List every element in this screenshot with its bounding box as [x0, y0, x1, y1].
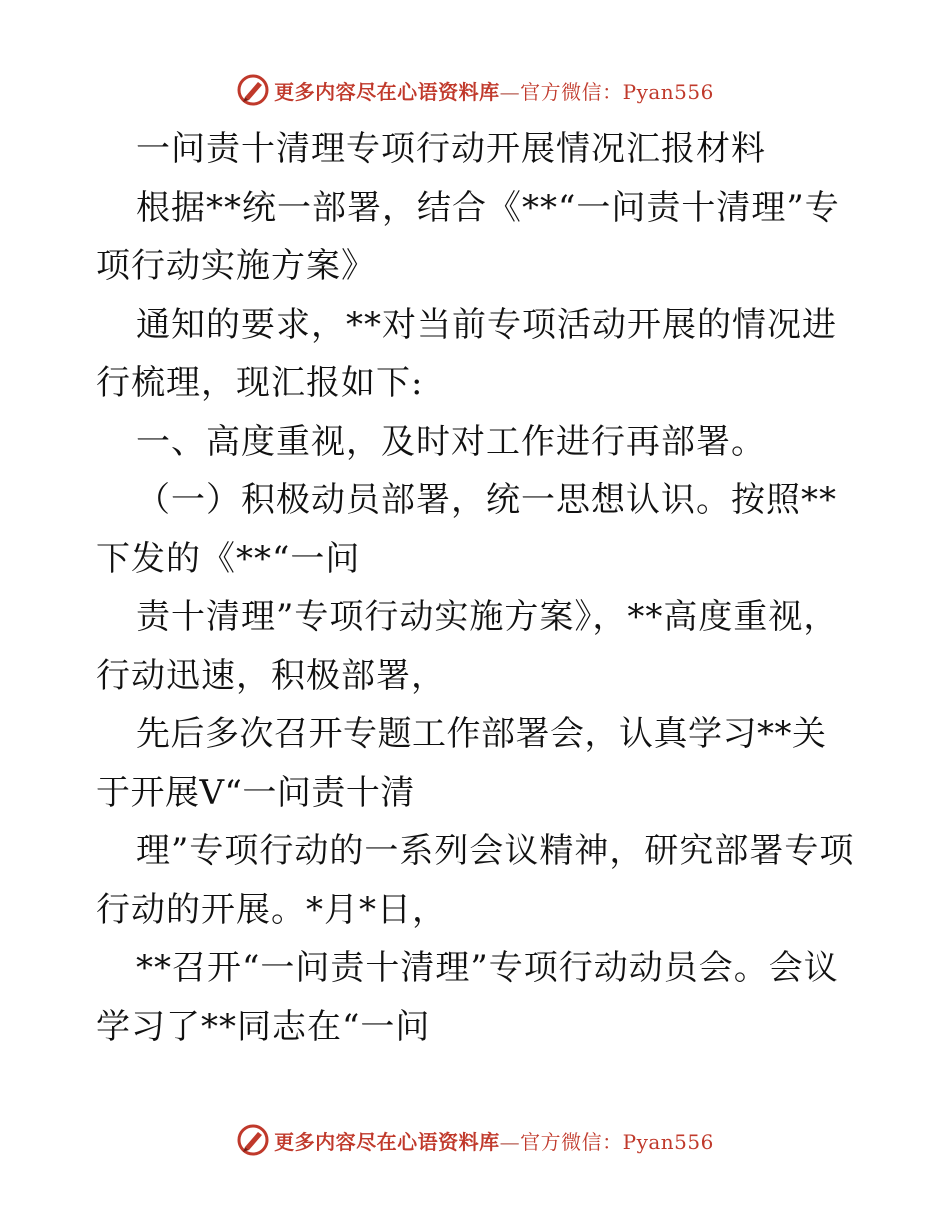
- paragraph: 根据**统一部署，结合《**“一问责十清理”专项行动实施方案》: [96, 187, 840, 286]
- watermark-wechat-label: 官方微信：: [520, 1129, 623, 1154]
- watermark-brand: 更多内容尽在心语资料库: [274, 79, 500, 104]
- watermark-brand: 更多内容尽在心语资料库: [274, 1129, 500, 1154]
- section-heading: 一、高度重视，及时对工作进行再部署。: [136, 421, 766, 462]
- watermark-separator: —: [499, 79, 521, 104]
- footer-watermark: [0, 1120, 950, 1160]
- watermark-text: [274, 1126, 714, 1155]
- paragraph: 理”专项行动的一系列会议精神，研究部署专项行动的开展。*月*日，: [96, 831, 855, 930]
- paragraph: （一）积极动员部署，统一思想认识。按照**下发的《**“一问: [96, 480, 837, 579]
- watermark-text: [274, 76, 714, 105]
- pen-circle-logo-icon: [236, 73, 270, 107]
- header-watermark: [0, 70, 950, 110]
- paragraph: 通知的要求，**对当前专项活动开展的情况进行梳理，现汇报如下:: [96, 304, 837, 403]
- watermark-account: Pyan556: [622, 1129, 714, 1154]
- paragraph: **召开“一问责十清理”专项行动动员会。会议学习了**同志在“一问: [96, 948, 839, 1047]
- watermark-separator: —: [499, 1129, 521, 1154]
- watermark-account: Pyan556: [622, 79, 714, 104]
- document-title: 一问责十清理专项行动开展情况汇报材料: [136, 129, 766, 169]
- pen-circle-logo-icon: [236, 1123, 270, 1157]
- paragraph: 责十清理”专项行动实施方案》，**高度重视，行动迅速，积极部署，: [96, 597, 839, 696]
- paragraph: 先后多次召开专题工作部署会，认真学习**关于开展V“一问责十清: [96, 714, 827, 813]
- watermark-wechat-label: 官方微信：: [520, 79, 623, 104]
- document-body: [96, 120, 856, 1056]
